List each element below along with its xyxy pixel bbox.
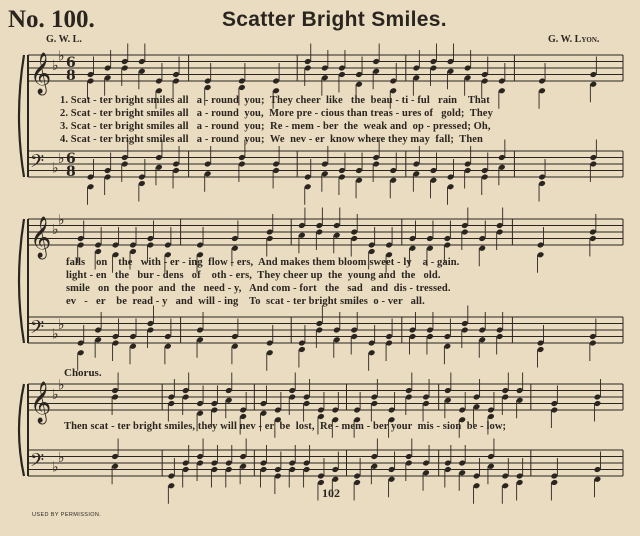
treble-clef-icon: 𝄞 [30,382,52,423]
permission-notice: USED BY PERMISSION. [32,512,102,518]
lyricist-credit: G. W. L. [46,34,82,45]
system-3-brace-icon [19,384,24,476]
verse-4-line-1: 4. Scat - ter bright smiles all a - round you; We nev - er know where they may fall; Then [60,134,483,145]
composer-credit: G. W. Lyon. [548,34,600,45]
flat-icon: ♭ [58,377,65,394]
bass-clef-icon: 𝄢 [30,450,45,476]
time-signature-bottom: 8 [66,68,76,84]
treble-clef-icon: 𝄞 [30,53,52,94]
flat-icon: ♭ [52,459,59,476]
bass-clef-icon: 𝄢 [30,151,45,177]
flat-icon: ♭ [52,58,59,74]
time-signature-top: 6 [66,55,76,71]
verse-1-line-2: falls on the with - er - ing flow - ers, And makes them bloom sweet - ly a - gain. [66,257,460,268]
verse-1-line-1: 1. Scat - ter bright smiles all a - round you; They cheer like the beau - ti - ful rain That [60,95,490,106]
system-1-brace-icon [19,55,24,177]
chorus-label: Chorus. [64,367,102,379]
flat-icon: ♭ [52,160,59,177]
flat-icon: ♭ [52,387,59,403]
verse-2-line-1: 2. Scat - ter bright smiles all a - round you, More pre - cious than treas - ures of gold; They [60,108,493,119]
chorus-lyric: Then scat - ter bright smiles, they will nev - er be lost, Re - mem - ber your mis - sion be - low; [64,421,507,432]
time-signature-bottom: 8 [66,164,76,180]
system-2-brace-icon [19,219,24,343]
treble-clef-icon: 𝄞 [30,217,52,258]
verse-3-line-2: smile on the poor and the need - y, And com - fort the sad and dis - tressed. [66,283,451,294]
flat-icon: ♭ [58,212,65,229]
flat-icon: ♭ [52,326,59,343]
bass-clef-icon: 𝄢 [30,317,45,343]
time-signature-top: 6 [66,151,76,167]
verse-2-line-2: light - en the bur - dens of oth - ers, They cheer up the young and the old. [66,270,441,281]
verse-3-line-1: 3. Scat - ter bright smiles all a - round you; Re - mem - ber the weak and op - pressed; Oh, [60,121,491,132]
hymn-title: Scatter Bright Smiles. [222,8,447,31]
flat-icon: ♭ [52,222,59,238]
flat-icon: ♭ [58,449,65,466]
flat-icon: ♭ [58,316,65,333]
page-number: 102 [322,486,340,500]
flat-icon: ♭ [58,150,65,167]
hymn-number: No. 100. [8,6,95,33]
flat-icon: ♭ [58,48,65,65]
verse-4-line-2: ev - er be read - y and will - ing To scat - ter bright smiles o - ver all. [66,296,425,307]
